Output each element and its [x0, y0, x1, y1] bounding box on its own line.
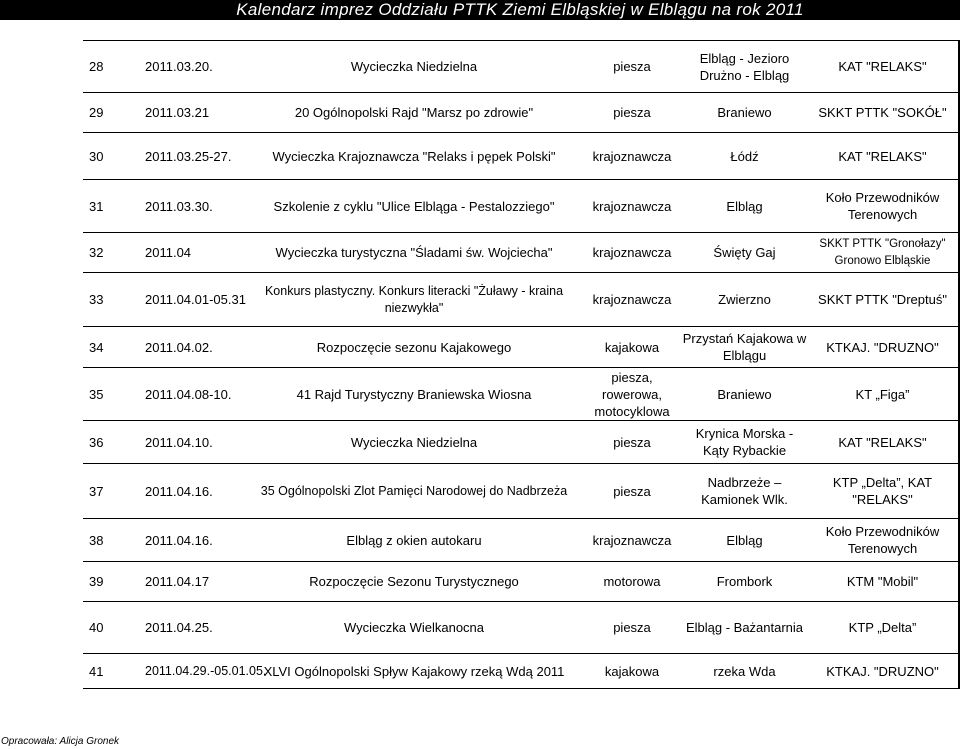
- event-type-cell: piesza: [582, 464, 682, 519]
- event-place-cell: Przystań Kajakowa w Elblągu: [682, 327, 807, 368]
- event-organizer-cell: Koło Przewodników Terenowych: [807, 519, 959, 562]
- event-place-cell: Elbląg: [682, 180, 807, 233]
- events-table: [83, 40, 960, 689]
- event-row: [83, 421, 959, 464]
- event-type-cell: piesza: [582, 93, 682, 133]
- event-name-cell: Konkurs plastyczny. Konkurs literacki "Żuławy - kraina niezwykła": [246, 273, 582, 327]
- event-name-cell: Wycieczka Niedzielna: [246, 41, 582, 93]
- event-row: [83, 133, 959, 180]
- event-organizer-cell: Koło Przewodników Terenowych: [807, 180, 959, 233]
- event-row: [83, 602, 959, 654]
- event-date-cell: 2011.03.25-27.: [141, 133, 246, 180]
- document-title-bar: [0, 0, 960, 20]
- event-row: [83, 93, 959, 133]
- event-row: [83, 273, 959, 327]
- event-place-cell: Nadbrzeże – Kamionek Wlk.: [682, 464, 807, 519]
- event-type-cell: piesza, rowerowa, motocyklowa: [582, 368, 682, 421]
- event-organizer-cell: KAT "RELAKS": [807, 133, 959, 180]
- event-name-cell: Wycieczka turystyczna "Śladami św. Wojciecha": [246, 233, 582, 273]
- event-nr-cell: 32: [83, 233, 141, 273]
- event-place-cell: Frombork: [682, 562, 807, 602]
- event-date-cell: 2011.04: [141, 233, 246, 273]
- event-nr-cell: 37: [83, 464, 141, 519]
- event-place-cell: Braniewo: [682, 368, 807, 421]
- event-type-cell: krajoznawcza: [582, 180, 682, 233]
- event-organizer-cell: SKKT PTTK "SOKÓŁ": [807, 93, 959, 133]
- event-nr-cell: 39: [83, 562, 141, 602]
- events-table-body: [83, 41, 959, 689]
- event-nr-cell: 35: [83, 368, 141, 421]
- event-place-cell: rzeka Wda: [682, 654, 807, 689]
- event-organizer-cell: KTKAJ. "DRUZNO": [807, 327, 959, 368]
- event-organizer-cell: KTP „Delta”, KAT "RELAKS": [807, 464, 959, 519]
- event-row: [83, 562, 959, 602]
- event-name-cell: 35 Ogólnopolski Zlot Pamięci Narodowej do Nadbrzeża: [246, 464, 582, 519]
- event-date-cell: 2011.04.10.: [141, 421, 246, 464]
- event-type-cell: piesza: [582, 602, 682, 654]
- event-name-cell: 41 Rajd Turystyczny Braniewska Wiosna: [246, 368, 582, 421]
- event-date-cell: 2011.04.16.: [141, 519, 246, 562]
- event-type-cell: kajakowa: [582, 654, 682, 689]
- event-place-cell: Krynica Morska - Kąty Rybackie: [682, 421, 807, 464]
- event-row: [83, 233, 959, 273]
- event-nr-cell: 36: [83, 421, 141, 464]
- event-name-cell: Wycieczka Niedzielna: [246, 421, 582, 464]
- event-date-cell: 2011.04.01-05.31: [141, 273, 246, 327]
- event-type-cell: piesza: [582, 41, 682, 93]
- event-nr-cell: 28: [83, 41, 141, 93]
- event-type-cell: krajoznawcza: [582, 273, 682, 327]
- event-name-cell: XLVI Ogólnopolski Spływ Kajakowy rzeką Wdą 2011: [246, 654, 582, 689]
- event-row: [83, 464, 959, 519]
- author-note: Opracowała: Alicja Gronek: [1, 736, 120, 747]
- event-row: [83, 519, 959, 562]
- event-date-cell: 2011.04.02.: [141, 327, 246, 368]
- event-name-cell: Elbląg z okien autokaru: [246, 519, 582, 562]
- event-row: [83, 654, 959, 689]
- event-place-cell: Elbląg - Jezioro Drużno - Elbląg: [682, 41, 807, 93]
- event-nr-cell: 34: [83, 327, 141, 368]
- event-row: [83, 368, 959, 421]
- event-name-cell: Rozpoczęcie sezonu Kajakowego: [246, 327, 582, 368]
- event-name-cell: Szkolenie z cyklu "Ulice Elbląga - Pestalozziego": [246, 180, 582, 233]
- event-place-cell: Święty Gaj: [682, 233, 807, 273]
- event-name-cell: Rozpoczęcie Sezonu Turystycznego: [246, 562, 582, 602]
- event-row: [83, 41, 959, 93]
- event-type-cell: krajoznawcza: [582, 133, 682, 180]
- event-row: [83, 180, 959, 233]
- event-name-cell: Wycieczka Wielkanocna: [246, 602, 582, 654]
- event-organizer-cell: KTM "Mobil": [807, 562, 959, 602]
- event-type-cell: krajoznawcza: [582, 519, 682, 562]
- event-nr-cell: 38: [83, 519, 141, 562]
- event-date-cell: 2011.04.17: [141, 562, 246, 602]
- event-date-cell: 2011.03.30.: [141, 180, 246, 233]
- event-date-cell: 2011.03.21: [141, 93, 246, 133]
- event-nr-cell: 33: [83, 273, 141, 327]
- event-name-cell: 20 Ogólnopolski Rajd "Marsz po zdrowie": [246, 93, 582, 133]
- event-nr-cell: 40: [83, 602, 141, 654]
- event-organizer-cell: KTP „Delta”: [807, 602, 959, 654]
- event-nr-cell: 29: [83, 93, 141, 133]
- event-place-cell: Elbląg - Bażantarnia: [682, 602, 807, 654]
- event-organizer-cell: KAT "RELAKS": [807, 421, 959, 464]
- event-type-cell: piesza: [582, 421, 682, 464]
- event-date-cell: 2011.03.20.: [141, 41, 246, 93]
- event-date-cell: 2011.04.16.: [141, 464, 246, 519]
- event-name-cell: Wycieczka Krajoznawcza "Relaks i pępek Polski": [246, 133, 582, 180]
- event-organizer-cell: SKKT PTTK "Dreptuś": [807, 273, 959, 327]
- event-date-cell: 2011.04.25.: [141, 602, 246, 654]
- event-nr-cell: 41: [83, 654, 141, 689]
- event-type-cell: krajoznawcza: [582, 233, 682, 273]
- event-nr-cell: 30: [83, 133, 141, 180]
- event-row: [83, 327, 959, 368]
- event-organizer-cell: SKKT PTTK "Gronołazy" Gronowo Elbląskie: [807, 233, 959, 273]
- event-type-cell: kajakowa: [582, 327, 682, 368]
- event-place-cell: Elbląg: [682, 519, 807, 562]
- event-organizer-cell: KT „Figa”: [807, 368, 959, 421]
- event-date-cell: 2011.04.08-10.: [141, 368, 246, 421]
- event-place-cell: Łódź: [682, 133, 807, 180]
- event-place-cell: Zwierzno: [682, 273, 807, 327]
- document-title: Kalendarz imprez Oddziału PTTK Ziemi Elbląskiej w Elblągu na rok 2011: [236, 0, 804, 19]
- event-organizer-cell: KTKAJ. "DRUZNO": [807, 654, 959, 689]
- event-place-cell: Braniewo: [682, 93, 807, 133]
- event-date-cell: 2011.04.29.-05.01.05.: [141, 654, 246, 689]
- event-nr-cell: 31: [83, 180, 141, 233]
- event-organizer-cell: KAT "RELAKS": [807, 41, 959, 93]
- event-type-cell: motorowa: [582, 562, 682, 602]
